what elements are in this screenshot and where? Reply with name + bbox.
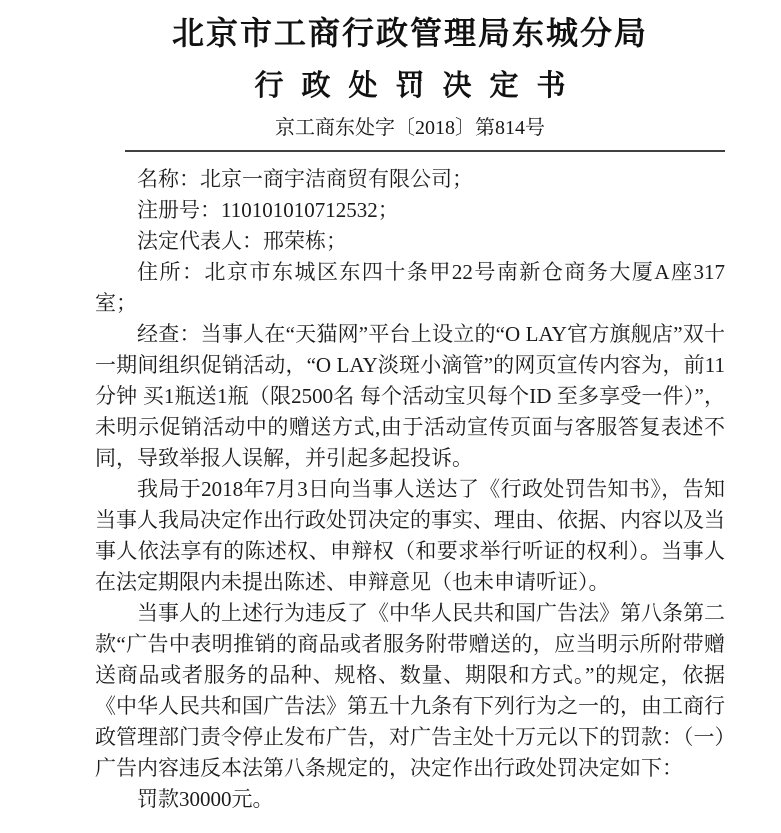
legal-representative-line: 法定代表人：邢荣栋；: [137, 229, 347, 253]
document-body: [95, 164, 725, 815]
issuing-authority-title: 北京市工商行政管理局东城分局: [171, 15, 648, 51]
investigation-findings-paragraph: 经查：当事人在“天猫网”平台上设立的“O LAY官方旗舰店”双十一期间组织促销活动，“O LAY淡斑小滴管”的网页宣传内容为，前11分钟 买1瓶送1瓶（限2500名 每个活动宝贝每个ID 至多享受一件）”，未明示促销活动中的赠送方式,由于活动宣传页面与客服答复表述不同，导致举报人误解，并引起多起投诉。: [95, 322, 725, 470]
legal-basis-paragraph: 当事人的上述行为违反了《中华人民共和国广告法》第八条第二款“广告中表明推销的商品或者服务附带赠送的，应当明示所附带赠送商品或者服务的品种、规格、数量、期限和方式。”的规定，依据《中华人民共和国广告法》第五十九条有下列行为之一的，由工商行政管理部门责令停止发布广告，对广告主处十万元以下的罚款：（一）广告内容违反本法第八条规定的，决定作出行政处罚决定如下：: [95, 601, 725, 780]
document-number: 京工商东处字〔2018〕第814号: [275, 117, 545, 139]
document-type-title: 行政处罚决定书: [254, 70, 584, 102]
registration-number-line: 注册号：110101010712532；: [137, 198, 399, 222]
header-divider: [125, 150, 725, 152]
notification-paragraph: 我局于2018年7月3日向当事人送达了《行政处罚告知书》，告知当事人我局决定作出行政处罚决定的事实、理由、依据、内容以及当事人依法享有的陈述权、申辩权（和要求举行听证的权利）。当事人在法定期限内未提出陈述、申辩意见（也未申请听证）。: [95, 477, 725, 594]
penalty-amount-line: 罚款30000元。: [137, 787, 274, 811]
address-line: 住所：北京市东城区东四十条甲22号南新仓商务大厦A座317室；: [95, 260, 725, 315]
party-name-line: 名称：北京一商宇洁商贸有限公司；: [137, 167, 473, 191]
